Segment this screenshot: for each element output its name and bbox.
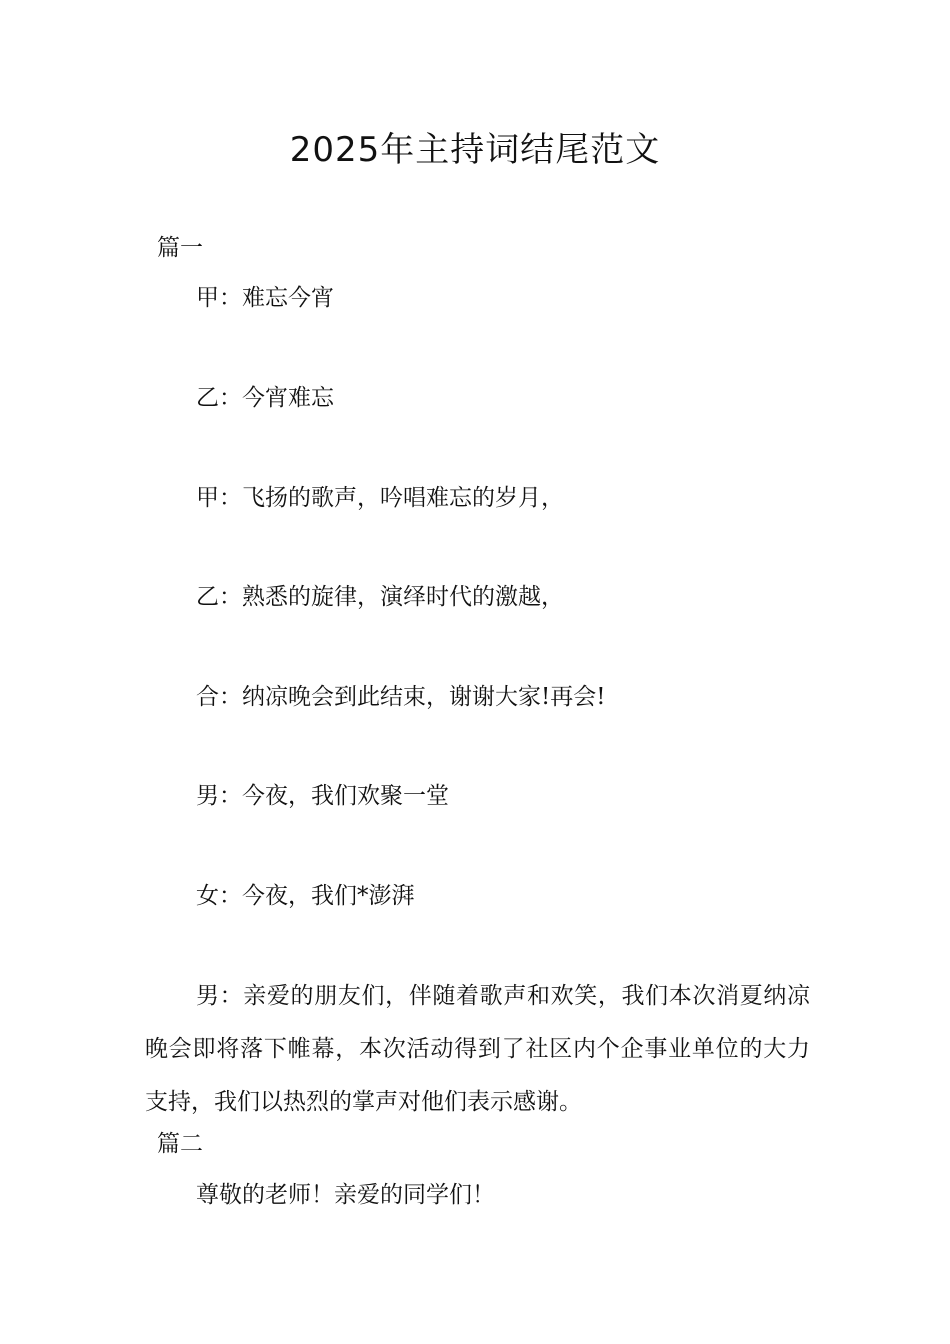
- dialogue-line-2: 乙：今宵难忘: [196, 385, 334, 411]
- document-title: 2025年主持词结尾范文: [289, 130, 661, 170]
- dialogue-line-3: 甲：飞扬的歌声，吟唱难忘的岁月，: [196, 485, 564, 511]
- section-heading-1: 篇一: [157, 235, 203, 261]
- greeting-line: 尊敬的老师！亲爱的同学们！: [196, 1182, 495, 1208]
- closing-paragraph: 男：亲爱的朋友们，伴随着歌声和欢笑，我们本次消夏纳凉晚会即将落下帷幕，本次活动得到了社区内个企事业单位的大力支持，我们以热烈的掌声对他们表示感谢。: [145, 983, 810, 1115]
- dialogue-line-1: 甲：难忘今宵: [196, 285, 334, 311]
- dialogue-line-4: 乙：熟悉的旋律，演绎时代的激越，: [196, 584, 564, 610]
- dialogue-line-7: 女：今夜，我们*澎湃: [196, 883, 415, 909]
- section-heading-2: 篇二: [157, 1131, 203, 1157]
- dialogue-line-6: 男：今夜，我们欢聚一堂: [196, 783, 449, 809]
- dialogue-line-5: 合：纳凉晚会到此结束，谢谢大家!再会!: [196, 684, 606, 710]
